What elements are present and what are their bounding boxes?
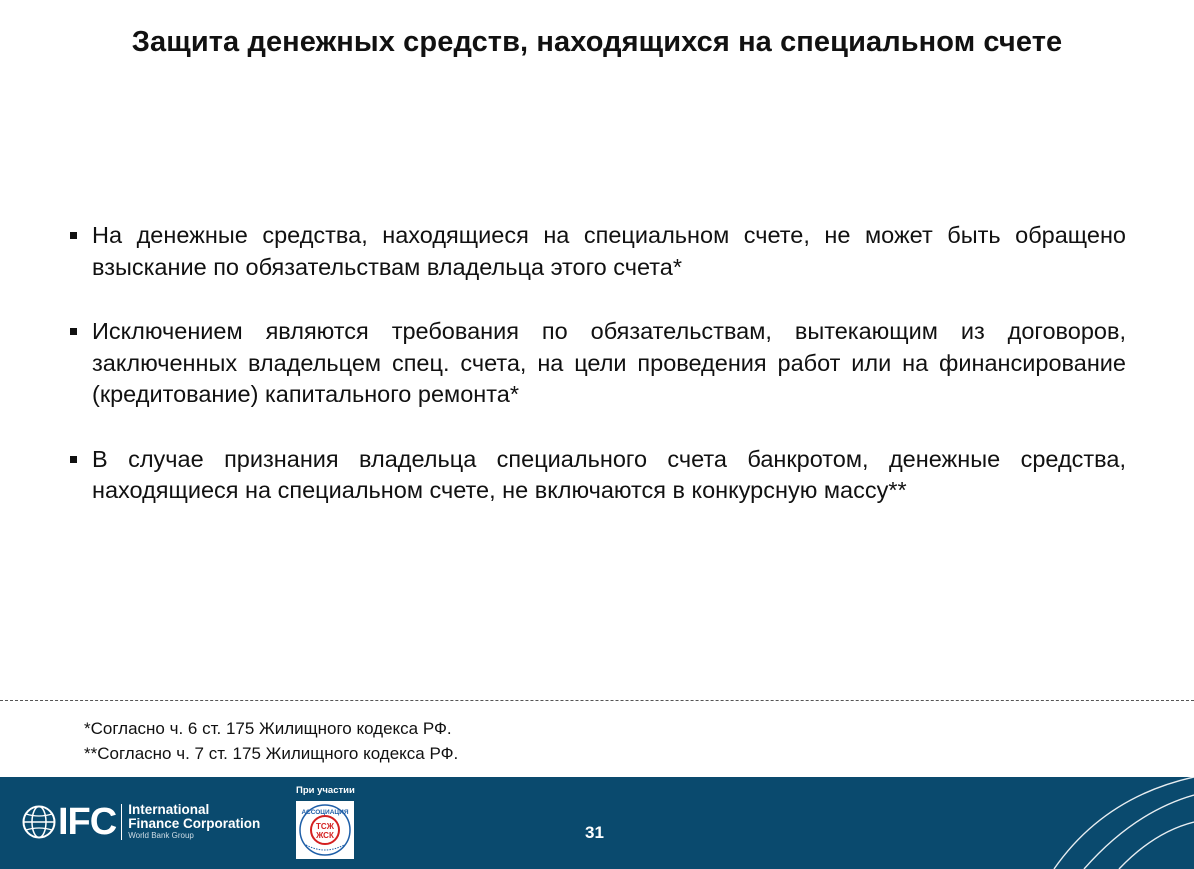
bullet-text: На денежные средства, находящиеся на специальном счете, не может быть обращено взыскание по обязательствам владельца этого счета* bbox=[92, 222, 1126, 280]
footnotes bbox=[84, 716, 458, 766]
footnote: **Согласно ч. 7 ст. 175 Жилищного кодекса РФ. bbox=[84, 744, 459, 763]
ifc-logo bbox=[22, 803, 260, 841]
bullet-item bbox=[68, 220, 1126, 283]
org-group: World Bank Group bbox=[128, 831, 194, 840]
footer-bar bbox=[0, 777, 1194, 869]
partner-label: При участии bbox=[296, 785, 355, 796]
ifc-wordmark bbox=[128, 803, 260, 841]
square-bullet-icon bbox=[70, 232, 77, 239]
badge-mid-text-1: ТСЖ bbox=[316, 822, 334, 831]
square-bullet-icon bbox=[70, 328, 77, 335]
badge-top-text: АССОЦИАЦИЯ bbox=[301, 809, 349, 816]
bullet-item bbox=[68, 444, 1126, 507]
decorative-swoosh bbox=[1024, 777, 1194, 869]
page-number: 31 bbox=[585, 823, 604, 842]
square-bullet-icon bbox=[70, 456, 77, 463]
footnote: *Согласно ч. 6 ст. 175 Жилищного кодекса РФ. bbox=[84, 719, 452, 738]
ifc-letters: IFC bbox=[58, 801, 117, 843]
logo-separator bbox=[121, 804, 122, 840]
bullet-list bbox=[68, 220, 1126, 540]
bullet-text: Исключением являются требования по обязательствам, вытекающим из договоров, заключенных владельцем спец. счета, на цели проведения работ или на финансирование (кредитование) капитального ремонта* bbox=[92, 318, 1126, 407]
org-name-line1: International bbox=[128, 802, 210, 817]
association-badge-logo bbox=[296, 801, 354, 859]
globe-icon bbox=[22, 805, 56, 839]
org-name-line2: Finance Corporation bbox=[128, 816, 261, 831]
badge-mid-text-2: ЖСК bbox=[316, 831, 334, 840]
bullet-item bbox=[68, 316, 1126, 411]
slide-title: Защита денежных средств, находящихся на специальном счете bbox=[131, 26, 1063, 58]
bullet-text: В случае признания владельца специального счета банкротом, денежные средства, находящиеся на специальном счете, не включаются в конкурсную массу** bbox=[92, 445, 1126, 503]
dashed-divider bbox=[0, 700, 1194, 701]
